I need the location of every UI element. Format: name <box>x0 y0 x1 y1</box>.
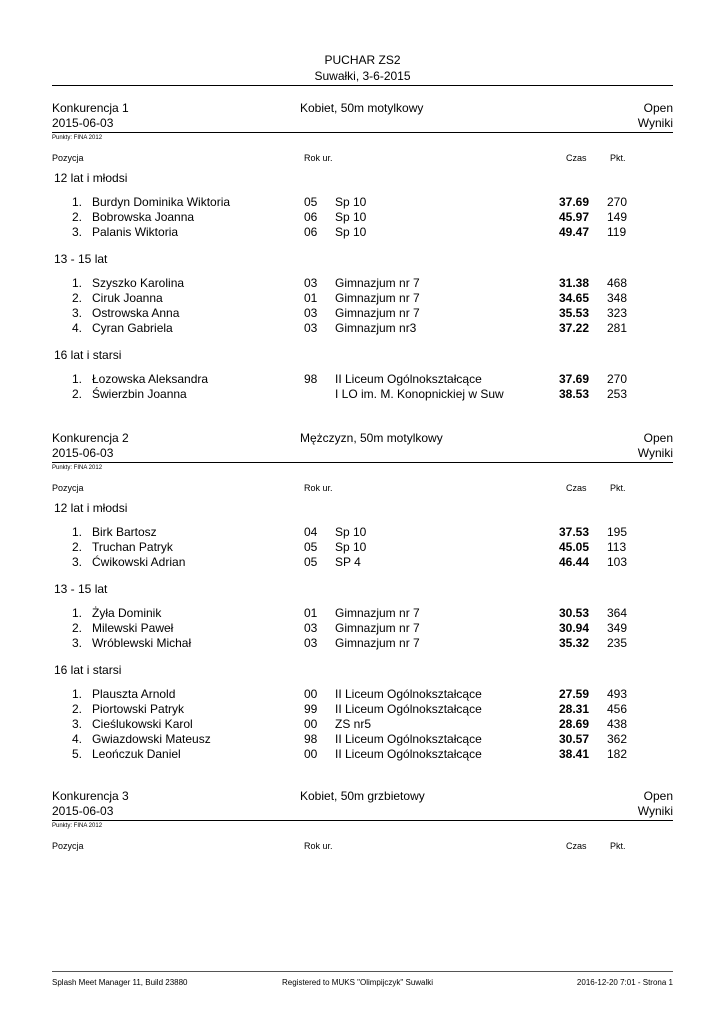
event-divider <box>52 132 673 133</box>
age-group-heading: 12 lat i młodsi <box>54 171 128 185</box>
result-time: 35.32 <box>558 636 589 650</box>
page-header <box>0 52 725 84</box>
age-group-heading: 16 lat i starsi <box>54 663 122 677</box>
footer-registration: Registered to MUKS "Olimpijczyk" Suwalki <box>282 978 434 987</box>
birth-year: 01 <box>304 291 318 305</box>
club-name: Sp 10 <box>335 225 367 239</box>
result-row <box>0 525 725 540</box>
birth-year: 03 <box>304 306 318 320</box>
result-row <box>0 636 725 651</box>
result-row <box>0 195 725 210</box>
fina-points: 149 <box>607 210 628 224</box>
fina-points: 281 <box>607 321 628 335</box>
result-row <box>0 555 725 570</box>
club-name: II Liceum Ogólnokształcące <box>335 687 482 701</box>
swimmer-name: Birk Bartosz <box>92 525 157 539</box>
footer-date-page: 2016-12-20 7:01 - Strona 1 <box>576 978 673 987</box>
club-name: Gimnazjum nr 7 <box>335 636 420 650</box>
birth-year: 05 <box>304 195 318 209</box>
result-position: 1. <box>71 372 82 386</box>
fina-points: 493 <box>607 687 628 701</box>
column-header-year: Rok ur. <box>304 483 333 493</box>
result-position: 3. <box>71 555 82 569</box>
fina-points: 323 <box>607 306 628 320</box>
result-position: 2. <box>71 540 82 554</box>
event-divider <box>52 820 673 821</box>
birth-year: 03 <box>304 621 318 635</box>
club-name: II Liceum Ogólnokształcące <box>335 732 482 746</box>
result-row <box>0 621 725 636</box>
result-row <box>0 321 725 336</box>
event-result-type: Wyniki <box>637 116 673 130</box>
age-group-heading: 13 - 15 lat <box>54 582 108 596</box>
swimmer-name: Milewski Paweł <box>92 621 174 635</box>
result-time: 37.69 <box>558 372 589 386</box>
document-subtitle: Suwałki, 3-6-2015 <box>314 69 411 83</box>
result-position: 3. <box>71 636 82 650</box>
swimmer-name: Ćwikowski Adrian <box>92 555 186 569</box>
birth-year: 01 <box>304 606 318 620</box>
points-system-note: Punkty: FINA 2012 <box>52 465 103 471</box>
birth-year: 00 <box>304 687 318 701</box>
result-position: 3. <box>71 306 82 320</box>
fina-points: 235 <box>607 636 628 650</box>
swimmer-name: Ciruk Joanna <box>92 291 163 305</box>
points-system-note: Punkty: FINA 2012 <box>52 823 103 829</box>
result-time: 30.57 <box>558 732 589 746</box>
result-position: 1. <box>71 525 82 539</box>
event-result-type: Wyniki <box>637 804 673 818</box>
column-header-points: Pkt. <box>610 841 626 851</box>
result-position: 2. <box>71 291 82 305</box>
swimmer-name: Łozowska Aleksandra <box>92 372 209 386</box>
result-row <box>0 702 725 717</box>
event-category: Open <box>643 431 673 445</box>
event-divider <box>52 462 673 463</box>
result-position: 3. <box>71 225 82 239</box>
birth-year: 03 <box>304 636 318 650</box>
result-position: 2. <box>71 387 82 401</box>
result-row <box>0 306 725 321</box>
result-position: 2. <box>71 210 82 224</box>
result-time: 49.47 <box>558 225 589 239</box>
swimmer-name: Cyran Gabriela <box>92 321 173 335</box>
fina-points: 195 <box>607 525 628 539</box>
swimmer-name: Szyszko Karolina <box>92 276 185 290</box>
result-time: 45.97 <box>558 210 589 224</box>
event-name: Mężczyzn, 50m motylkowy <box>300 431 443 445</box>
result-position: 1. <box>71 606 82 620</box>
swimmer-name: Świerzbin Joanna <box>92 387 187 401</box>
column-header-year: Rok ur. <box>304 153 333 163</box>
swimmer-name: Bobrowska Joanna <box>92 210 195 224</box>
birth-year: 98 <box>304 372 318 386</box>
result-row <box>0 387 725 402</box>
birth-year: 05 <box>304 555 318 569</box>
result-row <box>0 540 725 555</box>
age-group-heading: 13 - 15 lat <box>54 252 108 266</box>
result-time: 34.65 <box>558 291 589 305</box>
result-row <box>0 732 725 747</box>
event-number: Konkurencja 2 <box>52 431 129 445</box>
column-header-time: Czas <box>566 841 587 851</box>
result-time: 35.53 <box>558 306 589 320</box>
column-header-position: Pozycja <box>52 841 84 851</box>
column-header-time: Czas <box>566 153 587 163</box>
event-date: 2015-06-03 <box>52 804 114 818</box>
birth-year: 98 <box>304 732 318 746</box>
fina-points: 103 <box>607 555 628 569</box>
fina-points: 348 <box>607 291 628 305</box>
fina-points: 182 <box>607 747 628 761</box>
club-name: I LO im. M. Konopnickiej w Suw <box>335 387 504 401</box>
result-time: 37.22 <box>558 321 589 335</box>
swimmer-name: Plauszta Arnold <box>92 687 176 701</box>
column-header-year: Rok ur. <box>304 841 333 851</box>
result-row <box>0 606 725 621</box>
swimmer-name: Palanis Wiktoria <box>92 225 179 239</box>
swimmer-name: Wróblewski Michał <box>92 636 192 650</box>
result-row <box>0 372 725 387</box>
birth-year: 00 <box>304 747 318 761</box>
column-header-position: Pozycja <box>52 483 84 493</box>
club-name: Sp 10 <box>335 195 367 209</box>
fina-points: 468 <box>607 276 628 290</box>
club-name: Gimnazjum nr 7 <box>335 606 420 620</box>
result-time: 28.69 <box>558 717 589 731</box>
result-time: 30.53 <box>558 606 589 620</box>
club-name: ZS nr5 <box>335 717 372 731</box>
club-name: Sp 10 <box>335 540 367 554</box>
points-system-note: Punkty: FINA 2012 <box>52 135 103 141</box>
swimmer-name: Gwiazdowski Mateusz <box>92 732 211 746</box>
swimmer-name: Żyła Dominik <box>92 606 162 620</box>
result-time: 46.44 <box>558 555 589 569</box>
column-header-position: Pozycja <box>52 153 84 163</box>
document-title: PUCHAR ZS2 <box>324 53 401 67</box>
club-name: Gimnazjum nr 7 <box>335 306 420 320</box>
result-row <box>0 210 725 225</box>
event-name: Kobiet, 50m motylkowy <box>300 101 424 115</box>
club-name: Gimnazjum nr 7 <box>335 621 420 635</box>
result-position: 2. <box>71 702 82 716</box>
footer-divider <box>52 971 673 972</box>
result-time: 45.05 <box>558 540 589 554</box>
swimmer-name: Burdyn Dominika Wiktoria <box>92 195 231 209</box>
result-position: 2. <box>71 621 82 635</box>
result-row <box>0 717 725 732</box>
club-name: II Liceum Ogólnokształcące <box>335 702 482 716</box>
footer-software: Splash Meet Manager 11, Build 23880 <box>52 978 188 987</box>
birth-year: 04 <box>304 525 318 539</box>
fina-points: 364 <box>607 606 628 620</box>
column-header-points: Pkt. <box>610 153 626 163</box>
header-divider <box>52 85 673 86</box>
result-position: 4. <box>71 732 82 746</box>
event-category: Open <box>643 101 673 115</box>
fina-points: 456 <box>607 702 628 716</box>
event-number: Konkurencja 3 <box>52 789 129 803</box>
event-date: 2015-06-03 <box>52 446 114 460</box>
event-name: Kobiet, 50m grzbietowy <box>300 789 425 803</box>
birth-year: 03 <box>304 276 318 290</box>
result-time: 31.38 <box>558 276 589 290</box>
club-name: Gimnazjum nr 7 <box>335 276 420 290</box>
fina-points: 253 <box>607 387 628 401</box>
birth-year: 03 <box>304 321 318 335</box>
birth-year: 05 <box>304 540 318 554</box>
swimmer-name: Cieślukowski Karol <box>92 717 193 731</box>
fina-points: 270 <box>607 372 628 386</box>
result-row <box>0 747 725 762</box>
event-category: Open <box>643 789 673 803</box>
result-position: 1. <box>71 195 82 209</box>
fina-points: 438 <box>607 717 628 731</box>
club-name: II Liceum Ogólnokształcące <box>335 372 482 386</box>
birth-year: 06 <box>304 225 318 239</box>
fina-points: 119 <box>607 225 627 239</box>
result-row <box>0 687 725 702</box>
birth-year: 06 <box>304 210 318 224</box>
club-name: SP 4 <box>335 555 361 569</box>
club-name: Gimnazjum nr 7 <box>335 291 420 305</box>
event-number: Konkurencja 1 <box>52 101 129 115</box>
event-date: 2015-06-03 <box>52 116 114 130</box>
fina-points: 113 <box>607 540 627 554</box>
club-name: Sp 10 <box>335 210 367 224</box>
fina-points: 270 <box>607 195 628 209</box>
club-name: Gimnazjum nr3 <box>335 321 417 335</box>
swimmer-name: Truchan Patryk <box>92 540 173 554</box>
result-position: 3. <box>71 717 82 731</box>
result-time: 38.53 <box>558 387 589 401</box>
swimmer-name: Piortowski Patryk <box>92 702 185 716</box>
fina-points: 362 <box>607 732 628 746</box>
swimmer-name: Ostrowska Anna <box>92 306 180 320</box>
result-position: 4. <box>71 321 82 335</box>
result-row <box>0 276 725 291</box>
column-header-points: Pkt. <box>610 483 626 493</box>
swimmer-name: Leończuk Daniel <box>92 747 181 761</box>
age-group-heading: 16 lat i starsi <box>54 348 122 362</box>
result-row <box>0 291 725 306</box>
result-time: 37.53 <box>558 525 589 539</box>
result-time: 37.69 <box>558 195 589 209</box>
club-name: Sp 10 <box>335 525 367 539</box>
result-time: 38.41 <box>558 747 589 761</box>
column-header-time: Czas <box>566 483 587 493</box>
birth-year: 00 <box>304 717 318 731</box>
birth-year: 99 <box>304 702 318 716</box>
result-time: 27.59 <box>558 687 589 701</box>
result-position: 1. <box>71 687 82 701</box>
result-row <box>0 225 725 240</box>
result-time: 30.94 <box>558 621 589 635</box>
age-group-heading: 12 lat i młodsi <box>54 501 128 515</box>
fina-points: 349 <box>607 621 628 635</box>
result-position: 1. <box>71 276 82 290</box>
result-time: 28.31 <box>558 702 589 716</box>
club-name: II Liceum Ogólnokształcące <box>335 747 482 761</box>
event-result-type: Wyniki <box>637 446 673 460</box>
result-position: 5. <box>71 747 82 761</box>
